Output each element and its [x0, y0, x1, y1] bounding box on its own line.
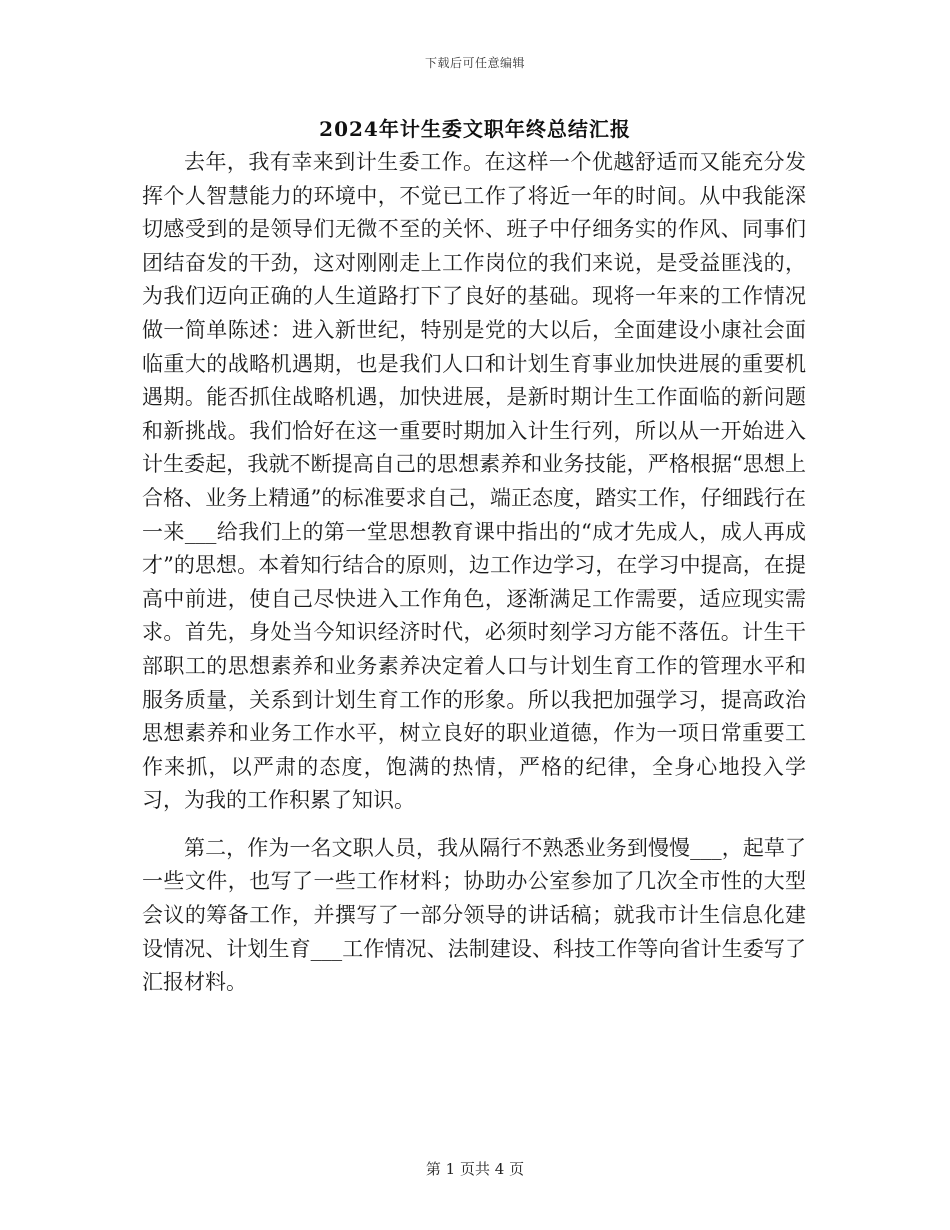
paragraph-2: 第二，作为一名文职人员，我从隔行不熟悉业务到慢慢___，起草了一些文件，也写了一些工作材料；协助办公室参加了几次全市性的大型会议的筹备工作，并撰写了一部分领导的讲话稿；就我市计生信息化建设情况、计划生育___工作情况、法制建设、科技工作等向省计生委写了汇报材料。: [142, 835, 806, 995]
header-note: 下载后可任意编辑: [424, 56, 525, 70]
document-body: [142, 146, 806, 1000]
page-indicator: 第 1 页共 4 页: [425, 1160, 525, 1178]
document-title: 2024年计生委文职年终总结汇报: [319, 117, 631, 141]
paragraph-1: 去年，我有幸来到计生委工作。在这样一个优越舒适而又能充分发挥个人智慧能力的环境中，不觉已工作了将近一年的时间。从中我能深切感受到的是领导们无微不至的关怀、班子中仔细务实的作风、同事们团结奋发的干劲，这对刚刚走上工作岗位的我们来说，是受益匪浅的，为我们迈向正确的人生道路打下了良好的基础。现将一年来的工作情况做一简单陈述：进入新世纪，特别是党的大以后，全面建设小康社会面临重大的战略机遇期，也是我们人口和计划生育事业加快进展的重要机遇期。能否抓住战略机遇，加快进展，是新时期计生工作面临的新问题和新挑战。我们恰好在这一重要时期加入计生行列，所以从一开始进入计生委起，我就不断提高自己的思想素养和业务技能，严格根据“思想上合格、业务上精通”的标准要求自己，端正态度，踏实工作，仔细践行在一来___给我们上的第一堂思想教育课中指出的“成才先成人，成人再成才”的思想。本着知行结合的原则，边工作边学习，在学习中提高，在提高中前进，使自己尽快进入工作角色，逐渐满足工作需要，适应现实需求。首先，身处当今知识经济时代，必须时刻学习方能不落伍。计生干部职工的思想素养和业务素养决定着人口与计划生育工作的管理水平和服务质量，关系到计划生育工作的形象。所以我把加强学习，提高政治思想素养和业务工作水平，树立良好的职业道德，作为一项日常重要工作来抓，以严肃的态度，饱满的热情，严格的纪律，全身心地投入学习，为我的工作积累了知识。: [142, 150, 806, 813]
